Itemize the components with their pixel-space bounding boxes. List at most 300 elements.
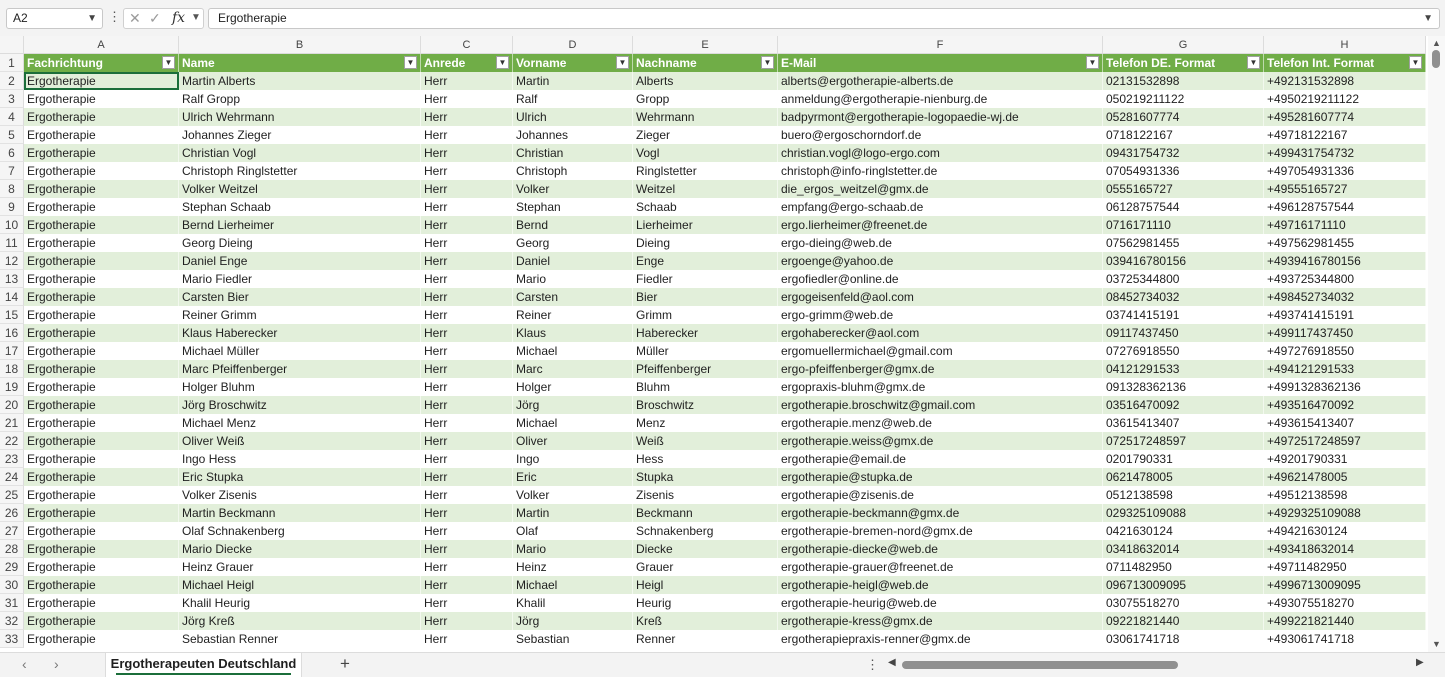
table-cell[interactable]: Herr bbox=[421, 90, 513, 108]
filter-dropdown-icon[interactable]: ▼ bbox=[616, 56, 629, 69]
formula-input[interactable] bbox=[208, 8, 1440, 29]
table-cell[interactable]: Herr bbox=[421, 342, 513, 360]
row-number[interactable]: 22 bbox=[0, 432, 24, 450]
table-cell[interactable]: Herr bbox=[421, 522, 513, 540]
row-number[interactable]: 29 bbox=[0, 558, 24, 576]
table-cell[interactable]: Herr bbox=[421, 126, 513, 144]
table-cell[interactable]: Oliver Weiß bbox=[179, 432, 421, 450]
table-cell[interactable]: +49512138598 bbox=[1264, 486, 1426, 504]
table-cell[interactable]: Ergotherapie bbox=[24, 378, 179, 396]
table-cell[interactable]: Herr bbox=[421, 306, 513, 324]
table-cell[interactable]: Herr bbox=[421, 486, 513, 504]
table-cell[interactable]: Diecke bbox=[633, 540, 778, 558]
table-cell[interactable]: Olaf bbox=[513, 522, 633, 540]
row-number[interactable]: 26 bbox=[0, 504, 24, 522]
table-cell[interactable]: Reiner Grimm bbox=[179, 306, 421, 324]
header-cell[interactable] bbox=[1103, 54, 1264, 72]
table-cell[interactable]: Vogl bbox=[633, 144, 778, 162]
column-header-f[interactable]: F bbox=[778, 36, 1103, 54]
table-cell[interactable]: 09431754732 bbox=[1103, 144, 1264, 162]
table-cell[interactable]: Ergotherapie bbox=[24, 270, 179, 288]
table-cell[interactable]: Herr bbox=[421, 216, 513, 234]
filter-dropdown-icon[interactable]: ▼ bbox=[761, 56, 774, 69]
table-cell[interactable]: +49621478005 bbox=[1264, 468, 1426, 486]
table-cell[interactable]: +49555165727 bbox=[1264, 180, 1426, 198]
table-cell[interactable]: Herr bbox=[421, 468, 513, 486]
table-cell[interactable]: Ergotherapie bbox=[24, 180, 179, 198]
table-cell[interactable]: Christoph Ringlstetter bbox=[179, 162, 421, 180]
table-cell[interactable]: 03418632014 bbox=[1103, 540, 1264, 558]
row-number[interactable]: 17 bbox=[0, 342, 24, 360]
table-cell[interactable]: Herr bbox=[421, 414, 513, 432]
table-cell[interactable]: Michael Heigl bbox=[179, 576, 421, 594]
table-cell[interactable]: +49716171110 bbox=[1264, 216, 1426, 234]
table-cell[interactable]: Herr bbox=[421, 324, 513, 342]
table-cell[interactable]: +496128757544 bbox=[1264, 198, 1426, 216]
table-cell[interactable]: Ulrich Wehrmann bbox=[179, 108, 421, 126]
column-header-c[interactable]: C bbox=[421, 36, 513, 54]
row-number[interactable]: 12 bbox=[0, 252, 24, 270]
column-header-d[interactable]: D bbox=[513, 36, 633, 54]
table-cell[interactable]: Heigl bbox=[633, 576, 778, 594]
table-cell[interactable]: Gropp bbox=[633, 90, 778, 108]
table-cell[interactable]: 03061741718 bbox=[1103, 630, 1264, 648]
table-cell[interactable]: +498452734032 bbox=[1264, 288, 1426, 306]
column-header-a[interactable]: A bbox=[24, 36, 179, 54]
table-cell[interactable]: +497276918550 bbox=[1264, 342, 1426, 360]
table-cell[interactable]: Michael bbox=[513, 414, 633, 432]
table-cell[interactable]: 06128757544 bbox=[1103, 198, 1264, 216]
table-cell[interactable]: Olaf Schnakenberg bbox=[179, 522, 421, 540]
table-cell[interactable]: Herr bbox=[421, 144, 513, 162]
table-cell[interactable]: Martin bbox=[513, 72, 633, 90]
table-cell[interactable]: Herr bbox=[421, 540, 513, 558]
row-number[interactable]: 7 bbox=[0, 162, 24, 180]
table-cell[interactable]: Sebastian bbox=[513, 630, 633, 648]
table-cell[interactable]: Herr bbox=[421, 72, 513, 90]
table-cell[interactable]: ergo-grimm@web.de bbox=[778, 306, 1103, 324]
table-cell[interactable]: +49711482950 bbox=[1264, 558, 1426, 576]
table-cell[interactable]: Herr bbox=[421, 396, 513, 414]
table-cell[interactable]: ergopraxis-bluhm@gmx.de bbox=[778, 378, 1103, 396]
row-number[interactable]: 14 bbox=[0, 288, 24, 306]
table-cell[interactable]: Ergotherapie bbox=[24, 522, 179, 540]
row-number[interactable]: 4 bbox=[0, 108, 24, 126]
table-cell[interactable]: Khalil bbox=[513, 594, 633, 612]
row-number[interactable]: 21 bbox=[0, 414, 24, 432]
table-cell[interactable]: 09221821440 bbox=[1103, 612, 1264, 630]
table-cell[interactable]: Christoph bbox=[513, 162, 633, 180]
table-cell[interactable]: Ergotherapie bbox=[24, 144, 179, 162]
table-cell[interactable]: Fiedler bbox=[633, 270, 778, 288]
table-cell[interactable]: Ergotherapie bbox=[24, 252, 179, 270]
table-cell[interactable]: Herr bbox=[421, 612, 513, 630]
table-cell[interactable]: ergotherapiepraxis-renner@gmx.de bbox=[778, 630, 1103, 648]
table-cell[interactable]: +49421630124 bbox=[1264, 522, 1426, 540]
table-cell[interactable]: buero@ergoschorndorf.de bbox=[778, 126, 1103, 144]
table-cell[interactable]: +4929325109088 bbox=[1264, 504, 1426, 522]
filter-dropdown-icon[interactable]: ▼ bbox=[1409, 56, 1422, 69]
table-cell[interactable]: Carsten Bier bbox=[179, 288, 421, 306]
table-cell[interactable]: +495281607774 bbox=[1264, 108, 1426, 126]
table-cell[interactable]: Herr bbox=[421, 234, 513, 252]
table-cell[interactable]: +499117437450 bbox=[1264, 324, 1426, 342]
table-cell[interactable]: ergotherapie.weiss@gmx.de bbox=[778, 432, 1103, 450]
scroll-left-icon[interactable]: ◀ bbox=[888, 657, 896, 668]
table-cell[interactable]: +497054931336 bbox=[1264, 162, 1426, 180]
table-cell[interactable]: Lierheimer bbox=[633, 216, 778, 234]
header-cell[interactable] bbox=[1264, 54, 1426, 72]
table-cell[interactable]: 03725344800 bbox=[1103, 270, 1264, 288]
table-cell[interactable]: 03615413407 bbox=[1103, 414, 1264, 432]
table-cell[interactable]: Heinz bbox=[513, 558, 633, 576]
table-cell[interactable]: Stupka bbox=[633, 468, 778, 486]
table-cell[interactable]: Holger Bluhm bbox=[179, 378, 421, 396]
table-cell[interactable]: Bernd bbox=[513, 216, 633, 234]
vertical-scrollbar[interactable] bbox=[1428, 36, 1445, 652]
column-header-b[interactable]: B bbox=[179, 36, 421, 54]
select-all-corner[interactable] bbox=[0, 36, 24, 54]
table-cell[interactable]: Jörg bbox=[513, 612, 633, 630]
table-cell[interactable]: +4991328362136 bbox=[1264, 378, 1426, 396]
table-cell[interactable]: Mario Fiedler bbox=[179, 270, 421, 288]
column-header-h[interactable]: H bbox=[1264, 36, 1426, 54]
row-number[interactable]: 24 bbox=[0, 468, 24, 486]
horizontal-scroll-thumb[interactable] bbox=[902, 661, 1178, 669]
table-cell[interactable]: ergohaberecker@aol.com bbox=[778, 324, 1103, 342]
vertical-scroll-thumb[interactable] bbox=[1432, 50, 1440, 68]
table-cell[interactable]: ergoenge@yahoo.de bbox=[778, 252, 1103, 270]
table-cell[interactable]: Ergotherapie bbox=[24, 360, 179, 378]
filter-dropdown-icon[interactable]: ▼ bbox=[162, 56, 175, 69]
table-cell[interactable]: +4996713009095 bbox=[1264, 576, 1426, 594]
table-cell[interactable]: Stephan Schaab bbox=[179, 198, 421, 216]
table-cell[interactable]: Jörg bbox=[513, 396, 633, 414]
table-cell[interactable]: Marc bbox=[513, 360, 633, 378]
table-cell[interactable]: Zieger bbox=[633, 126, 778, 144]
table-cell[interactable]: ergotherapie-bremen-nord@gmx.de bbox=[778, 522, 1103, 540]
row-number[interactable]: 8 bbox=[0, 180, 24, 198]
table-cell[interactable]: 039416780156 bbox=[1103, 252, 1264, 270]
table-cell[interactable]: Christian Vogl bbox=[179, 144, 421, 162]
table-cell[interactable]: Dieing bbox=[633, 234, 778, 252]
table-cell[interactable]: +49201790331 bbox=[1264, 450, 1426, 468]
table-cell[interactable]: 09117437450 bbox=[1103, 324, 1264, 342]
table-cell[interactable]: Michael bbox=[513, 342, 633, 360]
row-number[interactable]: 9 bbox=[0, 198, 24, 216]
table-cell[interactable]: Holger bbox=[513, 378, 633, 396]
table-cell[interactable]: Herr bbox=[421, 630, 513, 648]
table-cell[interactable]: Herr bbox=[421, 198, 513, 216]
table-cell[interactable]: Ergotherapie bbox=[24, 630, 179, 648]
table-cell[interactable]: Ergotherapie bbox=[24, 90, 179, 108]
row-number[interactable]: 20 bbox=[0, 396, 24, 414]
header-cell[interactable] bbox=[513, 54, 633, 72]
table-cell[interactable]: Jörg Kreß bbox=[179, 612, 421, 630]
table-cell[interactable]: 091328362136 bbox=[1103, 378, 1264, 396]
table-cell[interactable]: Ergotherapie bbox=[24, 324, 179, 342]
row-number[interactable]: 16 bbox=[0, 324, 24, 342]
table-cell[interactable]: 0201790331 bbox=[1103, 450, 1264, 468]
table-cell[interactable]: Bier bbox=[633, 288, 778, 306]
table-cell[interactable]: Herr bbox=[421, 378, 513, 396]
table-cell[interactable]: Zisenis bbox=[633, 486, 778, 504]
table-cell[interactable]: 07054931336 bbox=[1103, 162, 1264, 180]
table-cell[interactable]: christian.vogl@logo-ergo.com bbox=[778, 144, 1103, 162]
table-cell[interactable]: Carsten bbox=[513, 288, 633, 306]
table-cell[interactable]: Mario Diecke bbox=[179, 540, 421, 558]
table-cell[interactable]: Ringlstetter bbox=[633, 162, 778, 180]
row-number[interactable]: 13 bbox=[0, 270, 24, 288]
table-cell[interactable]: ergotherapie.menz@web.de bbox=[778, 414, 1103, 432]
filter-dropdown-icon[interactable]: ▼ bbox=[404, 56, 417, 69]
row-number[interactable]: 2 bbox=[0, 72, 24, 90]
more-options-icon[interactable]: ⋮ bbox=[108, 9, 120, 24]
table-cell[interactable]: 08452734032 bbox=[1103, 288, 1264, 306]
row-number[interactable]: 25 bbox=[0, 486, 24, 504]
table-cell[interactable]: ergotherapie-beckmann@gmx.de bbox=[778, 504, 1103, 522]
table-cell[interactable]: 096713009095 bbox=[1103, 576, 1264, 594]
table-cell[interactable]: 0421630124 bbox=[1103, 522, 1264, 540]
table-cell[interactable]: Weiß bbox=[633, 432, 778, 450]
enter-check-icon[interactable]: ✓ bbox=[149, 10, 161, 26]
row-number[interactable]: 5 bbox=[0, 126, 24, 144]
sheet-tab[interactable] bbox=[105, 653, 302, 677]
row-number[interactable]: 23 bbox=[0, 450, 24, 468]
table-cell[interactable]: Reiner bbox=[513, 306, 633, 324]
row-number[interactable]: 10 bbox=[0, 216, 24, 234]
table-cell[interactable]: Müller bbox=[633, 342, 778, 360]
table-cell[interactable]: Ergotherapie bbox=[24, 612, 179, 630]
table-cell[interactable]: Schaab bbox=[633, 198, 778, 216]
table-cell[interactable]: Herr bbox=[421, 180, 513, 198]
table-cell[interactable]: Alberts bbox=[633, 72, 778, 90]
table-cell[interactable]: Ulrich bbox=[513, 108, 633, 126]
table-cell[interactable]: Hess bbox=[633, 450, 778, 468]
table-cell[interactable]: Ralf Gropp bbox=[179, 90, 421, 108]
expand-formula-bar-icon[interactable]: ▼ bbox=[1423, 13, 1433, 24]
row-number[interactable]: 15 bbox=[0, 306, 24, 324]
table-cell[interactable]: Herr bbox=[421, 594, 513, 612]
table-cell[interactable]: +493741415191 bbox=[1264, 306, 1426, 324]
table-cell[interactable]: 0512138598 bbox=[1103, 486, 1264, 504]
table-cell[interactable]: Georg Dieing bbox=[179, 234, 421, 252]
header-cell[interactable] bbox=[179, 54, 421, 72]
table-cell[interactable]: 03075518270 bbox=[1103, 594, 1264, 612]
table-cell[interactable]: alberts@ergotherapie-alberts.de bbox=[778, 72, 1103, 90]
table-cell[interactable]: +49718122167 bbox=[1264, 126, 1426, 144]
table-cell[interactable]: anmeldung@ergotherapie-nienburg.de bbox=[778, 90, 1103, 108]
table-cell[interactable]: Ergotherapie bbox=[24, 342, 179, 360]
table-cell[interactable]: Jörg Broschwitz bbox=[179, 396, 421, 414]
table-cell[interactable]: Ergotherapie bbox=[24, 288, 179, 306]
table-cell[interactable]: Heinz Grauer bbox=[179, 558, 421, 576]
table-cell[interactable]: Ralf bbox=[513, 90, 633, 108]
table-cell[interactable]: 07276918550 bbox=[1103, 342, 1264, 360]
table-cell[interactable]: Marc Pfeiffenberger bbox=[179, 360, 421, 378]
table-cell[interactable]: ergotherapie-diecke@web.de bbox=[778, 540, 1103, 558]
table-cell[interactable]: Menz bbox=[633, 414, 778, 432]
table-cell[interactable]: Ergotherapie bbox=[24, 504, 179, 522]
table-cell[interactable]: Ergotherapie bbox=[24, 396, 179, 414]
column-header-g[interactable]: G bbox=[1103, 36, 1264, 54]
table-cell[interactable]: Ergotherapie bbox=[24, 450, 179, 468]
table-cell[interactable]: Johannes Zieger bbox=[179, 126, 421, 144]
row-number[interactable]: 3 bbox=[0, 90, 24, 108]
table-cell[interactable]: Michael Müller bbox=[179, 342, 421, 360]
table-cell[interactable]: +492131532898 bbox=[1264, 72, 1426, 90]
table-cell[interactable]: Ergotherapie bbox=[24, 198, 179, 216]
table-cell[interactable]: Haberecker bbox=[633, 324, 778, 342]
table-cell[interactable]: ergotherapie-heurig@web.de bbox=[778, 594, 1103, 612]
table-cell[interactable]: Georg bbox=[513, 234, 633, 252]
table-cell[interactable]: Ergotherapie bbox=[24, 414, 179, 432]
table-cell[interactable]: Herr bbox=[421, 504, 513, 522]
table-cell[interactable]: ergo.lierheimer@freenet.de bbox=[778, 216, 1103, 234]
more-options-icon[interactable]: ⋮ bbox=[866, 657, 879, 672]
row-number[interactable]: 28 bbox=[0, 540, 24, 558]
table-cell[interactable]: Mario bbox=[513, 270, 633, 288]
table-cell[interactable]: 03741415191 bbox=[1103, 306, 1264, 324]
table-cell[interactable]: Bluhm bbox=[633, 378, 778, 396]
row-number[interactable]: 32 bbox=[0, 612, 24, 630]
table-cell[interactable]: +493075518270 bbox=[1264, 594, 1426, 612]
column-header-e[interactable]: E bbox=[633, 36, 778, 54]
table-cell[interactable]: Ingo bbox=[513, 450, 633, 468]
table-cell[interactable]: Herr bbox=[421, 360, 513, 378]
table-cell[interactable]: Ergotherapie bbox=[24, 558, 179, 576]
table-cell[interactable]: Mario bbox=[513, 540, 633, 558]
table-cell[interactable]: +493516470092 bbox=[1264, 396, 1426, 414]
table-cell[interactable]: Herr bbox=[421, 252, 513, 270]
table-cell[interactable]: Broschwitz bbox=[633, 396, 778, 414]
table-cell[interactable]: Herr bbox=[421, 108, 513, 126]
table-cell[interactable]: +497562981455 bbox=[1264, 234, 1426, 252]
table-cell[interactable]: Volker Zisenis bbox=[179, 486, 421, 504]
table-cell[interactable]: +4939416780156 bbox=[1264, 252, 1426, 270]
table-cell[interactable]: empfang@ergo-schaab.de bbox=[778, 198, 1103, 216]
header-cell[interactable] bbox=[421, 54, 513, 72]
table-cell[interactable]: Michael Menz bbox=[179, 414, 421, 432]
header-cell[interactable] bbox=[24, 54, 179, 72]
table-cell[interactable]: ergotherapie-kress@gmx.de bbox=[778, 612, 1103, 630]
cancel-icon[interactable]: ✕ bbox=[129, 10, 141, 26]
row-number[interactable]: 18 bbox=[0, 360, 24, 378]
table-cell[interactable]: Daniel Enge bbox=[179, 252, 421, 270]
table-cell[interactable]: Ergotherapie bbox=[24, 432, 179, 450]
table-cell[interactable]: Volker Weitzel bbox=[179, 180, 421, 198]
chevron-down-icon[interactable]: ▼ bbox=[87, 13, 97, 24]
table-cell[interactable]: ergomuellermichael@gmail.com bbox=[778, 342, 1103, 360]
table-cell[interactable]: Herr bbox=[421, 558, 513, 576]
table-cell[interactable]: Beckmann bbox=[633, 504, 778, 522]
row-number[interactable]: 1 bbox=[0, 54, 24, 72]
table-cell[interactable]: Ergotherapie bbox=[24, 540, 179, 558]
table-cell[interactable]: Eric bbox=[513, 468, 633, 486]
table-cell[interactable]: 04121291533 bbox=[1103, 360, 1264, 378]
row-number[interactable]: 27 bbox=[0, 522, 24, 540]
table-cell[interactable]: Ingo Hess bbox=[179, 450, 421, 468]
name-box[interactable] bbox=[6, 8, 103, 29]
table-cell[interactable]: Ergotherapie bbox=[24, 126, 179, 144]
table-cell[interactable]: ergotherapie-grauer@freenet.de bbox=[778, 558, 1103, 576]
table-cell[interactable]: +493615413407 bbox=[1264, 414, 1426, 432]
row-number[interactable]: 6 bbox=[0, 144, 24, 162]
insert-function-icon[interactable]: fx bbox=[172, 10, 186, 26]
table-cell[interactable]: Martin bbox=[513, 504, 633, 522]
table-cell[interactable]: Ergotherapie bbox=[24, 306, 179, 324]
table-cell[interactable]: +493725344800 bbox=[1264, 270, 1426, 288]
table-cell[interactable]: Herr bbox=[421, 162, 513, 180]
table-cell[interactable]: die_ergos_weitzel@gmx.de bbox=[778, 180, 1103, 198]
table-cell[interactable]: Ergotherapie bbox=[24, 594, 179, 612]
table-cell[interactable]: Volker bbox=[513, 486, 633, 504]
table-cell[interactable]: +493061741718 bbox=[1264, 630, 1426, 648]
table-cell[interactable]: Ergotherapie bbox=[24, 108, 179, 126]
table-cell[interactable]: 072517248597 bbox=[1103, 432, 1264, 450]
table-cell[interactable]: Ergotherapie bbox=[24, 468, 179, 486]
row-number[interactable]: 30 bbox=[0, 576, 24, 594]
table-cell[interactable]: Stephan bbox=[513, 198, 633, 216]
table-cell[interactable]: christoph@info-ringlstetter.de bbox=[778, 162, 1103, 180]
horizontal-scrollbar[interactable] bbox=[884, 658, 1429, 672]
table-cell[interactable]: Herr bbox=[421, 450, 513, 468]
table-cell[interactable]: 05281607774 bbox=[1103, 108, 1264, 126]
table-cell[interactable]: Herr bbox=[421, 288, 513, 306]
table-cell[interactable]: Schnakenberg bbox=[633, 522, 778, 540]
filter-dropdown-icon[interactable]: ▼ bbox=[1247, 56, 1260, 69]
table-cell[interactable]: Ergotherapie bbox=[24, 486, 179, 504]
table-cell[interactable]: +493418632014 bbox=[1264, 540, 1426, 558]
chevron-down-icon[interactable]: ▼ bbox=[191, 12, 201, 23]
table-cell[interactable]: ergotherapie@zisenis.de bbox=[778, 486, 1103, 504]
table-cell[interactable]: Heurig bbox=[633, 594, 778, 612]
table-cell[interactable]: ergotherapie@email.de bbox=[778, 450, 1103, 468]
table-cell[interactable]: Martin Beckmann bbox=[179, 504, 421, 522]
table-cell[interactable]: ergotherapie.broschwitz@gmail.com bbox=[778, 396, 1103, 414]
table-cell[interactable]: 0716171110 bbox=[1103, 216, 1264, 234]
table-cell[interactable]: Bernd Lierheimer bbox=[179, 216, 421, 234]
table-cell[interactable]: Sebastian Renner bbox=[179, 630, 421, 648]
table-cell[interactable]: Ergotherapie bbox=[24, 576, 179, 594]
table-cell[interactable]: Ergotherapie bbox=[24, 234, 179, 252]
table-cell[interactable]: Herr bbox=[421, 270, 513, 288]
table-cell[interactable]: ergofiedler@online.de bbox=[778, 270, 1103, 288]
row-number[interactable]: 33 bbox=[0, 630, 24, 648]
table-cell[interactable]: Daniel bbox=[513, 252, 633, 270]
table-cell[interactable]: 03516470092 bbox=[1103, 396, 1264, 414]
table-cell[interactable]: 07562981455 bbox=[1103, 234, 1264, 252]
table-cell[interactable]: 0718122167 bbox=[1103, 126, 1264, 144]
table-cell[interactable]: Renner bbox=[633, 630, 778, 648]
table-cell[interactable]: ergotherapie-heigl@web.de bbox=[778, 576, 1103, 594]
table-cell[interactable]: Herr bbox=[421, 432, 513, 450]
table-cell[interactable]: ergo-pfeiffenberger@gmx.de bbox=[778, 360, 1103, 378]
table-cell[interactable]: Eric Stupka bbox=[179, 468, 421, 486]
table-cell[interactable]: +4950219211122 bbox=[1264, 90, 1426, 108]
table-cell[interactable]: Klaus bbox=[513, 324, 633, 342]
scroll-right-icon[interactable]: ▶ bbox=[1416, 657, 1424, 668]
table-cell[interactable]: Enge bbox=[633, 252, 778, 270]
table-cell[interactable]: badpyrmont@ergotherapie-logopaedie-wj.de bbox=[778, 108, 1103, 126]
table-cell[interactable]: Herr bbox=[421, 576, 513, 594]
selected-cell[interactable]: Ergotherapie bbox=[24, 72, 179, 90]
table-cell[interactable]: 0711482950 bbox=[1103, 558, 1264, 576]
table-cell[interactable]: 0555165727 bbox=[1103, 180, 1264, 198]
table-cell[interactable]: 029325109088 bbox=[1103, 504, 1264, 522]
header-cell[interactable] bbox=[633, 54, 778, 72]
table-cell[interactable]: Volker bbox=[513, 180, 633, 198]
